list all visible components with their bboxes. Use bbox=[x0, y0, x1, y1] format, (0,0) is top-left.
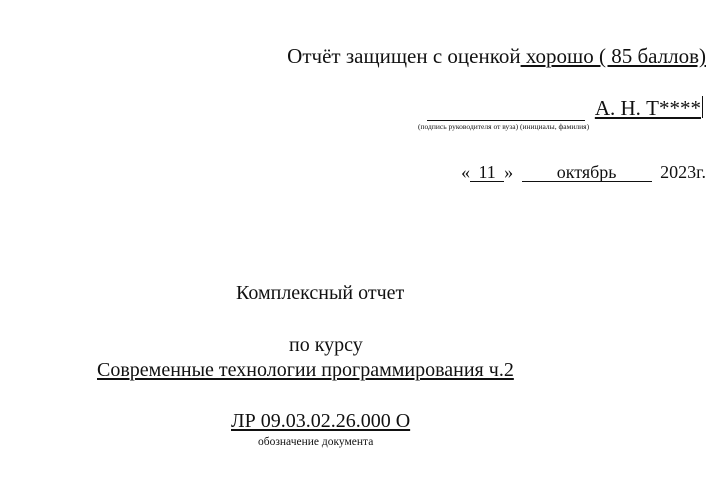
date-line bbox=[461, 162, 706, 183]
document-code: ЛР 09.03.02.26.000 О bbox=[231, 410, 411, 432]
date-close-quote: » bbox=[504, 162, 514, 182]
date-year: 2023г. bbox=[660, 162, 706, 182]
text-cursor bbox=[702, 96, 703, 118]
course-prefix: по курсу bbox=[289, 334, 363, 356]
defense-grade: хорошо ( 85 баллов) bbox=[520, 44, 706, 68]
report-title: Комплексный отчет bbox=[236, 282, 405, 304]
course-name: Современные технологии программирования ч.2 bbox=[97, 359, 514, 381]
defense-prefix: Отчёт защищен с оценкой bbox=[287, 44, 521, 68]
defense-grade-line bbox=[287, 44, 706, 69]
signature-caption: (подпись руководителя от вуза) (инициалы, фамилия) bbox=[418, 122, 590, 131]
supervisor-name[interactable]: А. Н. Т**** bbox=[594, 96, 701, 120]
date-day: 11 bbox=[470, 164, 504, 182]
signature-line bbox=[427, 96, 706, 121]
document-code-caption: обозначение документа bbox=[258, 436, 374, 448]
date-open-quote: « bbox=[461, 162, 471, 182]
date-month: октябрь bbox=[522, 164, 652, 182]
signature-blank bbox=[427, 102, 585, 121]
